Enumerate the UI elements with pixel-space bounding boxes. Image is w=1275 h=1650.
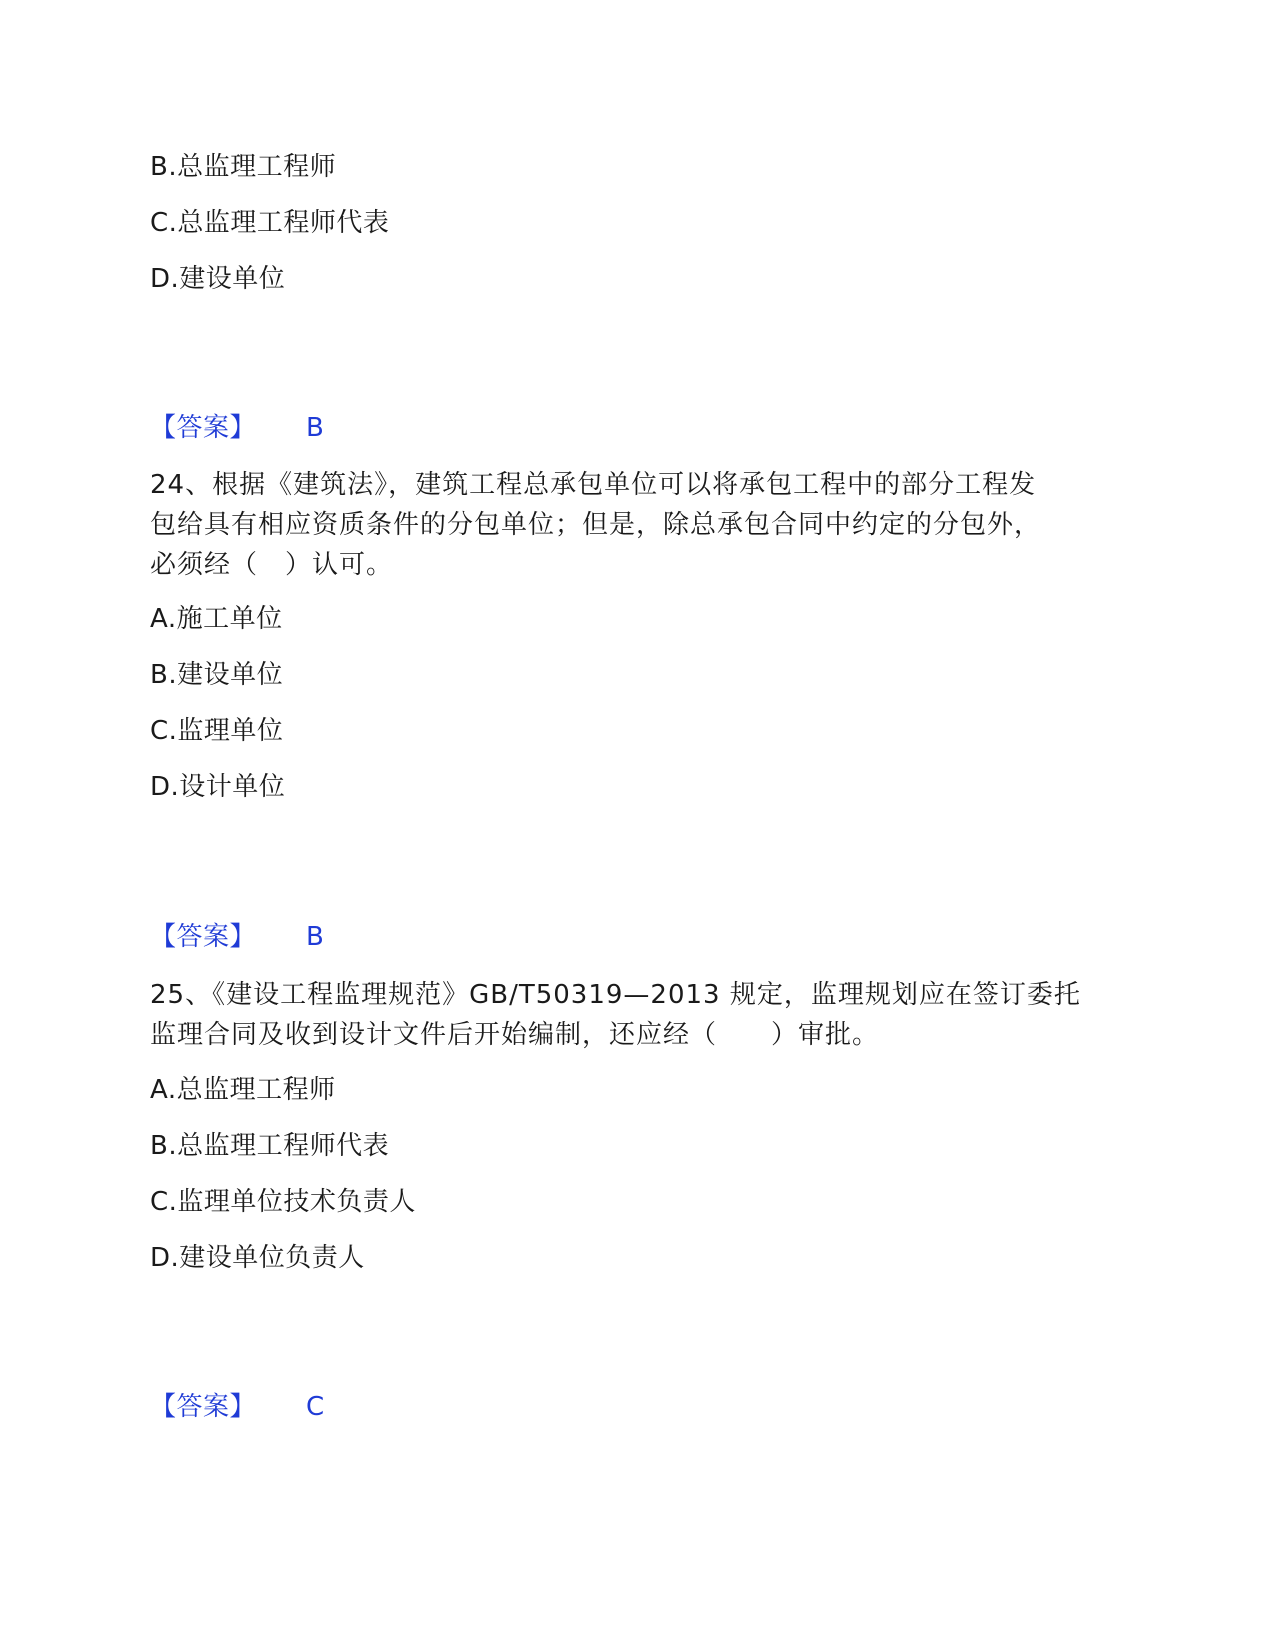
q24-option-a: A.施工单位 xyxy=(150,604,283,634)
q24-stem-line-3: 必须经（ ）认可。 xyxy=(150,550,394,580)
answer-label: 【答案】 xyxy=(150,922,257,952)
q25-option-c: C.监理单位技术负责人 xyxy=(150,1187,416,1217)
q24-stem-line-2: 包给具有相应资质条件的分包单位；但是，除总承包合同中约定的分包外， xyxy=(150,510,1042,540)
q24-option-c: C.监理单位 xyxy=(150,716,284,746)
q25-option-b: B.总监理工程师代表 xyxy=(150,1131,390,1161)
q24-option-d: D.设计单位 xyxy=(150,772,286,802)
q24-stem-line-1: 24、根据《建筑法》，建筑工程总承包单位可以将承包工程中的部分工程发 xyxy=(150,470,1037,500)
q23-option-c: C.总监理工程师代表 xyxy=(150,208,390,238)
q23-option-d: D.建设单位 xyxy=(150,264,286,294)
q25-stem-line-1: 25、《建设工程监理规范》GB/T50319—2013 规定，监理规划应在签订委托 xyxy=(150,980,1081,1010)
q23-answer xyxy=(150,413,324,443)
q25-answer xyxy=(150,1392,325,1422)
answer-label: 【答案】 xyxy=(150,413,257,443)
answer-value: B xyxy=(306,413,325,443)
answer-value: B xyxy=(306,922,325,952)
q25-option-d: D.建设单位负责人 xyxy=(150,1243,365,1273)
q23-option-b: B.总监理工程师 xyxy=(150,152,337,182)
answer-label: 【答案】 xyxy=(150,1392,257,1422)
q24-option-b: B.建设单位 xyxy=(150,660,284,690)
q25-option-a: A.总监理工程师 xyxy=(150,1075,336,1105)
q25-stem-line-2: 监理合同及收到设计文件后开始编制，还应经（ ）审批。 xyxy=(150,1020,880,1050)
answer-value: C xyxy=(306,1392,325,1422)
q24-answer xyxy=(150,922,324,952)
